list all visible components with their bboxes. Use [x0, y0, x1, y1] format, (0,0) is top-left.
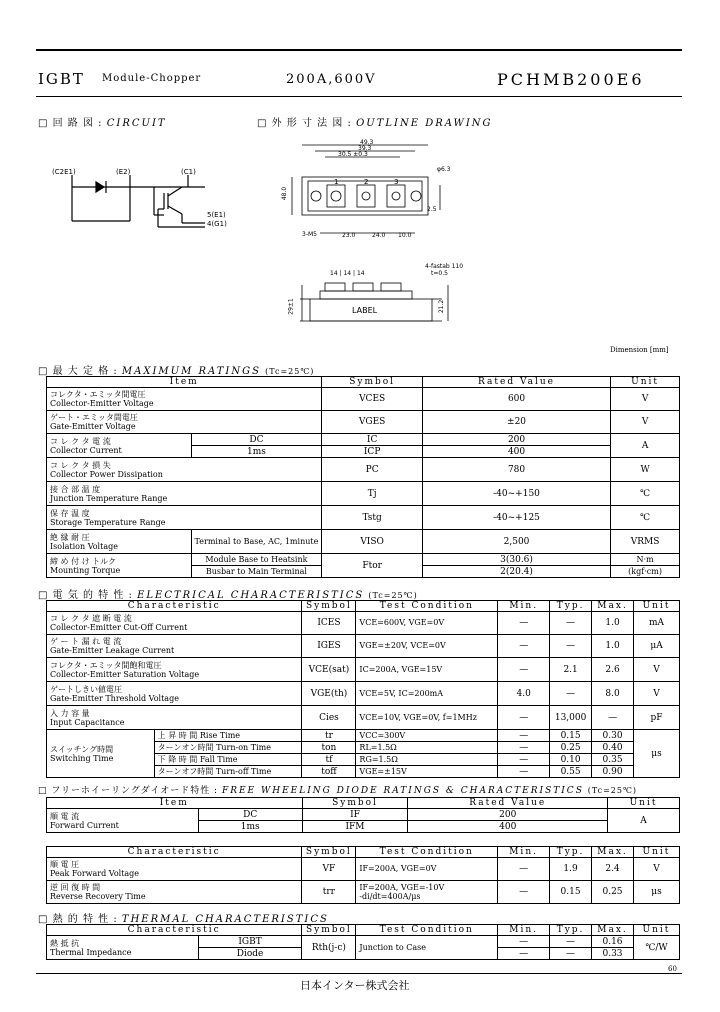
company-name: 日本インター株式会社 [300, 979, 410, 992]
table-row: ターンオフ時間 Turn-off Time toff VGE=±15V — 0.55 0.90 [47, 766, 680, 778]
thermal-title: □ 熱 的 特 性 : THERMAL CHARACTERISTICS [38, 914, 329, 925]
dim-pitch2: 24.0 [372, 232, 386, 239]
dim-w-inner: 39.3 [358, 145, 372, 152]
col-max: Max. [592, 601, 634, 612]
table-row: 接 合 部 温 度 Junction Temperature Range Tj -40~+150 ℃ [47, 482, 680, 506]
table-row: コ レ ク タ 遮 断 電 流 Collector-Emitter Cut-Off Current ICES VCE=600V, VGE=0V — — 1.0 mA [47, 612, 680, 635]
circuit-label-e1: 5(E1) [207, 211, 226, 219]
col-item: Item [47, 798, 303, 809]
col-symbol: Symbol [302, 601, 356, 612]
table-row: 絶 縁 耐 圧 Isolation Voltage Terminal to Base, AC, 1minute VISO 2,500 VRMS [47, 530, 680, 554]
max-ratings-table [46, 376, 680, 578]
col-unit: Unit [634, 601, 680, 612]
col-item: Item [47, 377, 322, 388]
col-symbol: Symbol [302, 847, 356, 858]
col-unit: Unit [634, 925, 680, 936]
table-row: ゲ ー ト 漏 れ 電 流 Gate-Emitter Leakage Current IGES VGE=±20V, VCE=0V — — 1.0 μA [47, 635, 680, 658]
col-max: Max. [592, 925, 634, 936]
device-rating: 200A,600V [286, 72, 377, 87]
dim-side-dims: 14 | 14 | 14 [330, 270, 365, 277]
table-row: 1ms IFM 400 [47, 821, 680, 833]
col-typ: Typ. [550, 601, 592, 612]
table-row: 逆 回 復 時 間 Reverse Recovery Time trr IF=200A, VGE=-10V -di/dt=400A/μs — 0.15 0.25 μs [47, 881, 680, 904]
col-max: Max. [592, 847, 634, 858]
dim-w-total: 49.3 [360, 139, 374, 146]
dim-tab: 4-fastab 110 [425, 263, 464, 270]
fwd-characteristics-table [46, 846, 680, 904]
col-symbol: Symbol [302, 798, 408, 809]
table-row: コ レ ク タ 損 失 Collector Power Dissipation PC 780 W [47, 458, 680, 482]
top-rule [36, 49, 682, 51]
dim-side-h: 29±1 [287, 298, 295, 315]
table-row: 1ms ICP 400 [47, 446, 680, 458]
table-row: スイッチング時間 Switching Time 上 昇 時 間 Rise Time tr VCC=300V — 0.15 0.30 μs [47, 730, 680, 742]
col-condition: Test Condition [356, 925, 498, 936]
dim-w-sub: 30.5 ±0.3 [338, 151, 368, 158]
electrical-table [46, 600, 680, 778]
thermal-table [46, 924, 680, 960]
col-min: Min. [498, 847, 550, 858]
dim-small: 2.5 [427, 206, 437, 213]
electrical-title: □ 電 気 的 特 性 : ELECTRICAL CHARACTERISTICS (Tc=25℃) [38, 590, 418, 601]
device-type: IGBT [38, 70, 85, 88]
dimension-note: Dimension [mm] [610, 346, 669, 354]
dim-tab2: t=0.5 [431, 270, 448, 277]
table-row: コレクタ・エミッタ間電圧 Collector-Emitter Voltage VCES 600 V [47, 388, 680, 411]
table-row: 熱 抵 抗 Thermal Impedance IGBT Rth(j-c) Junction to Case — — 0.16 ℃/W [47, 936, 680, 948]
dim-h-total: 48.0 [281, 186, 289, 201]
col-typ: Typ. [550, 847, 592, 858]
col-symbol: Symbol [322, 377, 423, 388]
table-row: ゲートしきい値電圧 Gate-Emitter Threshold Voltage VGE(th) VCE=5V, IC=200mA 4.0 — 8.0 V [47, 682, 680, 706]
table-row: 保 存 温 度 Storage Temperature Range Tstg -40~+125 ℃ [47, 506, 680, 530]
col-condition: Test Condition [356, 601, 498, 612]
dim-hole: φ6.3 [437, 166, 451, 173]
circuit-label-g1: 4(G1) [207, 220, 227, 228]
outline-title: □ 外 形 寸 法 図 : OUTLINE DRAWING [257, 118, 493, 129]
table-row: ターンオン時間 Turn-on Time ton RL=1.5Ω — 0.25 0.40 [47, 742, 680, 754]
col-min: Min. [498, 601, 550, 612]
table-row: 順 電 流 Forward Current DC IF 200 A [47, 809, 680, 821]
circuit-label-c2e1: (C2E1) [52, 168, 76, 176]
page-number: 60 [668, 965, 677, 973]
col-unit: Unit [634, 847, 680, 858]
col-rated: Rated Value [408, 798, 608, 809]
fwd-title: □ フリーホイーリングダイオード特性 : FREE WHEELING DIODE RATINGS & CHARACTERISTICS (Tc=25℃) [38, 786, 638, 796]
max-ratings-title: □ 最 大 定 格 : MAXIMUM RATINGS (Tc=25℃) [38, 366, 315, 377]
table-row: Busbar to Main Terminal 2(20.4) (kgf·cm) [47, 566, 680, 578]
dim-pitch1: 23.0 [342, 232, 356, 239]
col-characteristic: Characteristic [47, 925, 302, 936]
col-unit: Unit [611, 377, 680, 388]
col-min: Min. [498, 925, 550, 936]
device-subtitle: Module-Chopper [102, 73, 202, 84]
terminal-3: 3 [394, 178, 399, 186]
col-rated: Rated Value [422, 377, 610, 388]
col-typ: Typ. [550, 925, 592, 936]
circuit-label-e2: (E2) [116, 168, 131, 176]
dim-side-h2: 21.2 [438, 299, 446, 314]
terminal-2: 2 [364, 178, 369, 186]
footer-rule [36, 973, 682, 974]
table-row: 下 降 時 間 Fall Time tf RG=1.5Ω — 0.10 0.35 [47, 754, 680, 766]
header-rule [36, 96, 682, 97]
table-row: Diode — — 0.33 [47, 948, 680, 960]
table-row: 順 電 圧 Peak Forward Voltage VF IF=200A, VGE=0V — 1.9 2.4 V [47, 858, 680, 881]
col-condition: Test Condition [356, 847, 498, 858]
dim-screw: 3-M5 [302, 231, 317, 238]
dim-pitch3: 10.0 [398, 232, 412, 239]
circuit-label-c1: (C1) [181, 168, 196, 176]
table-row: ゲート・エミッタ間電圧 Gate-Emitter Voltage VGES ±20 V [47, 411, 680, 434]
table-row: コレクタ・エミッタ間飽和電圧 Collector-Emitter Saturation Voltage VCE(sat) IC=200A, VGE=15V — 2.1 2.6 V [47, 658, 680, 682]
module-label: LABEL [352, 306, 378, 315]
table-row: 入 力 容 量 Input Capacitance Cies VCE=10V, VGE=0V, f=1MHz — 13,000 — pF [47, 706, 680, 730]
fwd-ratings-table [46, 797, 680, 833]
table-row: 締 め 付 け トルク Mounting Torque Module Base to Heatsink Ftor 3(30.6) N·m [47, 554, 680, 566]
col-characteristic: Characteristic [47, 847, 302, 858]
col-symbol: Symbol [302, 925, 356, 936]
part-number: PCHMB200E6 [497, 70, 645, 89]
circuit-diagram [40, 165, 240, 240]
terminal-1: 1 [334, 178, 339, 186]
col-characteristic: Characteristic [47, 601, 302, 612]
col-unit: Unit [608, 798, 680, 809]
table-row: コ レ ク タ 電 流 Collector Current DC IC 200 A [47, 434, 680, 446]
circuit-title: □ 回 路 図 : CIRCUIT [38, 118, 167, 129]
